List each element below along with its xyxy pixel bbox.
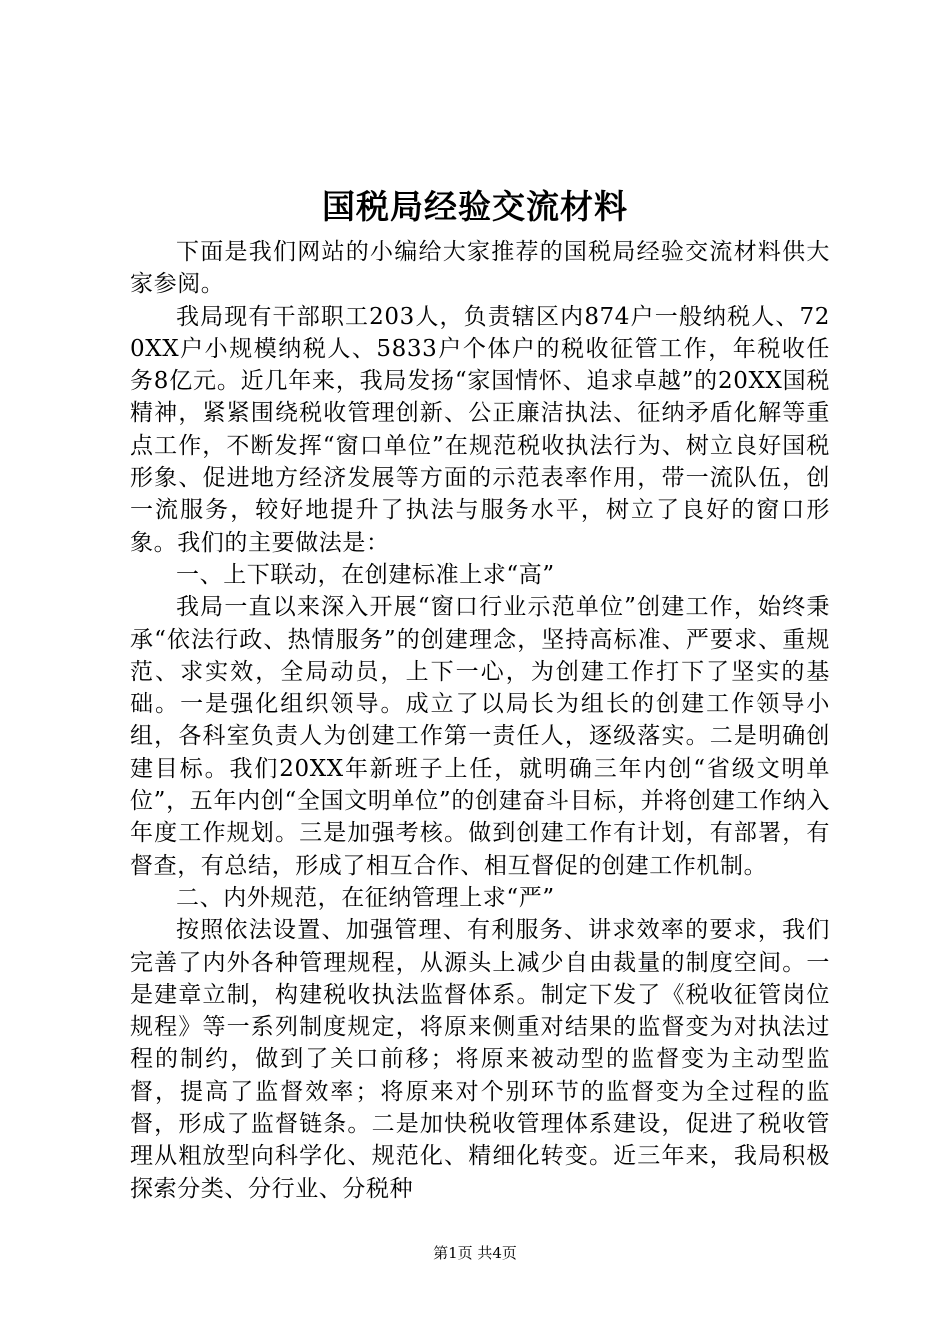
page-number-footer: 第1页 共4页 — [433, 1244, 517, 1262]
document-body — [130, 236, 830, 1205]
section-2-paragraph: 按照依法设置、加强管理、有利服务、讲求效率的要求，我们完善了内外各种管理规程，从源头上减少自由裁量的制度空间。一是建章立制，构建税收执法监督体系。制定下发了《税收征管岗位规程》等一系列制度规定，将原来侧重对结果的监督变为对执法过程的制约，做到了关口前移；将原来被动型的监督变为主动型监督，提高了监督效率；将原来对个别环节的监督变为全过程的监督，形成了监督链条。二是加快税收管理体系建设，促进了税收管理从粗放型向科学化、规范化、精细化转变。近三年来，我局积极探索分类、分行业、分税种 — [130, 917, 830, 1202]
intro-paragraph: 下面是我们网站的小编给大家推荐的国税局经验交流材料供大家参阅。 — [130, 239, 830, 298]
overview-paragraph: 我局现有干部职工203人，负责辖区内874户一般纳税人、720XX户小规模纳税人、5833户个体户的税收征管工作，年税收任务8亿元。近几年来，我局发扬“家国情怀、追求卓越”的20XX国税精神，紧紧围绕税收管理创新、公正廉洁执法、征纳矛盾化解等重点工作，不断发挥“窗口单位”在规范税收执法行为、树立良好国税形象、促进地方经济发展等方面的示范表率作用，带一流队伍，创一流服务，较好地提升了执法与服务水平，树立了良好的窗口形象。我们的主要做法是： — [130, 303, 830, 556]
section-heading-2: 二、内外规范，在征纳管理上求“严” — [176, 884, 555, 911]
section-1-paragraph: 我局一直以来深入开展“窗口行业示范单位”创建工作，始终秉承“依法行政、热情服务”的创建理念，坚持高标准、严要求、重规范、求实效，全局动员，上下一心，为创建工作打下了坚实的基础。一是强化组织领导。成立了以局长为组长的创建工作领导小组，各科室负责人为创建工作第一责任人，逐级落实。二是明确创建目标。我们20XX年新班子上任，就明确三年内创“省级文明单位”，五年内创“全国文明单位”的创建奋斗目标，并将创建工作纳入年度工作规划。三是加强考核。做到创建工作有计划，有部署，有督查，有总结，形成了相互合作、相互督促的创建工作机制。 — [130, 594, 830, 879]
document-title: 国税局经验交流材料 — [322, 187, 628, 226]
section-heading-1: 一、上下联动，在创建标准上求“高” — [176, 561, 555, 588]
